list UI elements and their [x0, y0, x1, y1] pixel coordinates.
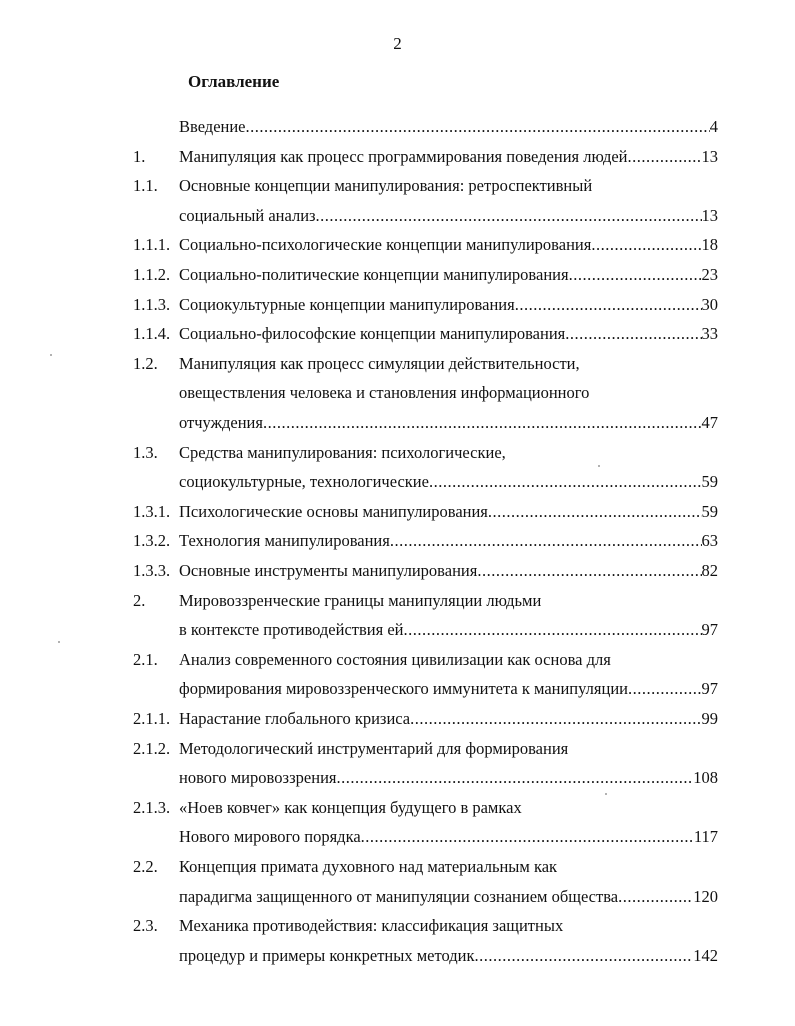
toc-entry-body	[179, 530, 718, 552]
toc-entry-body	[179, 471, 718, 493]
toc-entry-title: Концепция примата духовного над материальным как	[179, 857, 558, 876]
toc-entry-body	[179, 294, 718, 316]
toc-leader-dots	[628, 678, 702, 700]
toc-line	[133, 708, 718, 730]
toc-line	[133, 678, 718, 700]
toc-entry-title: в контексте противодействия ей	[179, 620, 404, 640]
toc-line	[133, 619, 718, 641]
toc-leader-dots	[429, 471, 702, 493]
toc-entry-body	[179, 590, 718, 612]
toc-entry-body	[179, 146, 718, 168]
toc-entry-title: Нарастание глобального кризиса	[179, 709, 411, 728]
toc-entry-title: Основные концепции манипулирования: ретроспективный	[179, 176, 593, 196]
toc-line	[133, 175, 718, 197]
toc-entry-title: Социально-философские концепции манипулирования	[179, 324, 566, 344]
toc-entry-number: 1.3.3.	[133, 561, 171, 580]
toc-line	[133, 471, 718, 493]
toc-entry-number: 1.1.4.	[133, 324, 171, 344]
toc-entry-title: овеществления человека и становления информационного	[179, 383, 590, 403]
toc-entry-title: формирования мировоззренческого иммунитета к манипуляции	[179, 679, 628, 699]
toc-entry-body	[179, 382, 718, 404]
toc-page-number: 23	[701, 265, 718, 284]
toc-leader-dots	[390, 530, 702, 552]
toc-leader-dots	[477, 560, 701, 582]
toc-entry-body	[179, 560, 718, 582]
toc-entry-title: Введение	[179, 117, 246, 136]
page-number: 2	[393, 34, 402, 53]
toc-entry-number: 1.1.2.	[133, 265, 171, 284]
toc-page-number: 33	[701, 324, 718, 344]
toc-entry-body	[179, 915, 718, 937]
toc-line	[133, 323, 718, 345]
scan-speck	[598, 465, 600, 467]
toc-entry-body	[179, 501, 718, 523]
toc-entry-number: 1.3.	[133, 442, 158, 462]
toc-entry-body	[179, 708, 718, 730]
toc-page-number: 63	[701, 531, 718, 551]
toc-page-number: 13	[701, 146, 718, 166]
toc-leader-dots	[316, 205, 702, 227]
toc-entry-title: социальный анализ	[179, 205, 316, 225]
toc-leader-dots	[618, 886, 693, 908]
scan-speck	[50, 354, 52, 356]
toc-page-number: 97	[701, 679, 718, 699]
toc-page-number: 13	[701, 205, 718, 225]
toc-page-number: 18	[701, 235, 718, 255]
toc-line	[133, 116, 718, 138]
toc-page-number: 30	[701, 294, 718, 314]
toc-entry-number: 2.1.1.	[133, 709, 171, 728]
toc-entry-title: процедур и примеры конкретных методик	[179, 945, 475, 965]
toc-entry-title: Манипуляция как процесс программирования поведения людей	[179, 146, 628, 166]
toc-line	[133, 738, 718, 760]
toc-entry-number: 1.1.	[133, 176, 158, 196]
toc-entry-number: 1.2.	[133, 353, 158, 373]
toc-leader-dots	[488, 501, 702, 523]
toc-leader-dots	[515, 294, 702, 316]
toc-line	[133, 797, 718, 819]
toc-line	[133, 649, 718, 671]
toc-leader-dots	[569, 264, 702, 286]
toc-line	[133, 826, 718, 848]
toc-entry-number: 2.1.3.	[133, 797, 171, 817]
toc-entry-title: Мировоззренческие границы манипуляции людьми	[179, 590, 542, 610]
scan-speck	[605, 793, 607, 795]
toc-page-number: 4	[709, 117, 718, 136]
toc-page-number: 120	[693, 886, 718, 906]
toc-entry-body	[179, 264, 718, 286]
toc-entry-body	[179, 205, 718, 227]
toc-line	[133, 146, 718, 168]
toc-entry-body	[179, 945, 718, 967]
toc-entry-title: «Ноев ковчег» как концепция будущего в рамках	[179, 797, 522, 817]
toc-entry-title: социокультурные, технологические	[179, 472, 429, 492]
toc-entry-number: 1.3.2.	[133, 531, 171, 551]
toc-leader-dots	[361, 826, 694, 848]
toc-line	[133, 560, 718, 582]
toc-entry-title: Основные инструменты манипулирования	[179, 561, 478, 580]
toc-entry-body	[179, 738, 718, 760]
toc-entry-body	[179, 767, 718, 789]
toc-entry-title: нового мировоззрения	[179, 768, 337, 788]
toc-entry-number: 2.1.2.	[133, 738, 171, 758]
toc-leader-dots	[403, 619, 701, 641]
toc-line	[133, 382, 718, 404]
toc-page-number: 59	[701, 501, 718, 521]
toc-line	[133, 294, 718, 316]
toc-page-number: 97	[701, 620, 718, 640]
toc-line	[133, 915, 718, 937]
toc-entry-title: Технология манипулирования	[179, 531, 390, 551]
toc-line	[133, 501, 718, 523]
toc-page-number: 117	[693, 827, 718, 847]
toc-leader-dots	[263, 412, 702, 434]
toc-entry-title: Методологический инструментарий для формирования	[179, 738, 569, 758]
toc-line	[133, 412, 718, 434]
toc-entry-body	[179, 649, 718, 671]
toc-leader-dots	[337, 767, 694, 789]
toc-entry-body	[179, 353, 718, 375]
toc-line	[133, 234, 718, 256]
toc-entry-title: Анализ современного состояния цивилизации как основа для	[179, 649, 611, 669]
toc-page-number: 59	[701, 472, 718, 492]
toc-entry-body	[179, 323, 718, 345]
toc-entry-body	[179, 234, 718, 256]
toc-entry-number: 1.3.1.	[133, 501, 171, 521]
toc-entry-number: 2.	[133, 590, 146, 610]
toc-entry-body	[179, 886, 718, 908]
toc-leader-dots	[410, 708, 701, 730]
toc-entry-number: 2.3.	[133, 916, 158, 936]
toc-entry-body	[179, 619, 718, 641]
page-title: Оглавление	[188, 72, 280, 91]
toc-entry-body	[179, 797, 718, 819]
toc-line	[133, 264, 718, 286]
toc-entry-title: парадигма защищенного от манипуляции сознанием общества	[179, 886, 619, 906]
toc-page-number: 99	[701, 709, 718, 728]
toc-line	[133, 886, 718, 908]
toc-line	[133, 205, 718, 227]
toc-entry-body	[179, 442, 718, 464]
toc-leader-dots	[565, 323, 701, 345]
toc-leader-dots	[628, 146, 702, 168]
toc-entry-title: Нового мирового порядка	[179, 827, 361, 847]
toc-entry-body	[179, 678, 718, 700]
toc-page-number: 108	[693, 768, 718, 788]
toc-entry-title: Средства манипулирования: психологические,	[179, 442, 506, 462]
toc-line	[133, 590, 718, 612]
toc-leader-dots	[475, 945, 694, 967]
toc-leader-dots	[246, 116, 710, 138]
toc-line	[133, 767, 718, 789]
toc-entry-body	[179, 175, 718, 197]
toc-entry-title: Социально-политические концепции манипулирования	[179, 265, 569, 284]
toc-entry-title: отчуждения	[179, 413, 263, 432]
toc-page-number: 47	[701, 413, 718, 432]
toc-entry-body	[179, 856, 718, 878]
toc-entry-body	[179, 116, 718, 138]
toc-entry-title: Манипуляция как процесс симуляции действительности,	[179, 353, 580, 373]
toc-entry-number: 2.2.	[133, 857, 158, 876]
toc-entry-title: Механика противодействия: классификация защитных	[179, 916, 564, 936]
toc-entry-title: Социально-психологические концепции манипулирования	[179, 235, 592, 255]
toc-line	[133, 442, 718, 464]
toc-line	[133, 353, 718, 375]
toc-page-number: 82	[701, 561, 718, 580]
toc-entry-title: Психологические основы манипулирования	[179, 501, 488, 521]
toc-entry-title: Социокультурные концепции манипулирования	[179, 294, 515, 314]
toc-leader-dots	[591, 234, 701, 256]
toc-entry-body	[179, 826, 718, 848]
toc-line	[133, 530, 718, 552]
toc-entry-number: 1.1.1.	[133, 235, 171, 255]
toc-entry-body	[179, 412, 718, 434]
toc-line	[133, 856, 718, 878]
scan-speck	[58, 641, 60, 643]
toc-entry-number: 1.	[133, 146, 146, 166]
toc-entry-number: 2.1.	[133, 649, 158, 669]
toc-entry-number: 1.1.3.	[133, 294, 171, 314]
toc-line	[133, 945, 718, 967]
toc-page-number: 142	[693, 945, 718, 965]
